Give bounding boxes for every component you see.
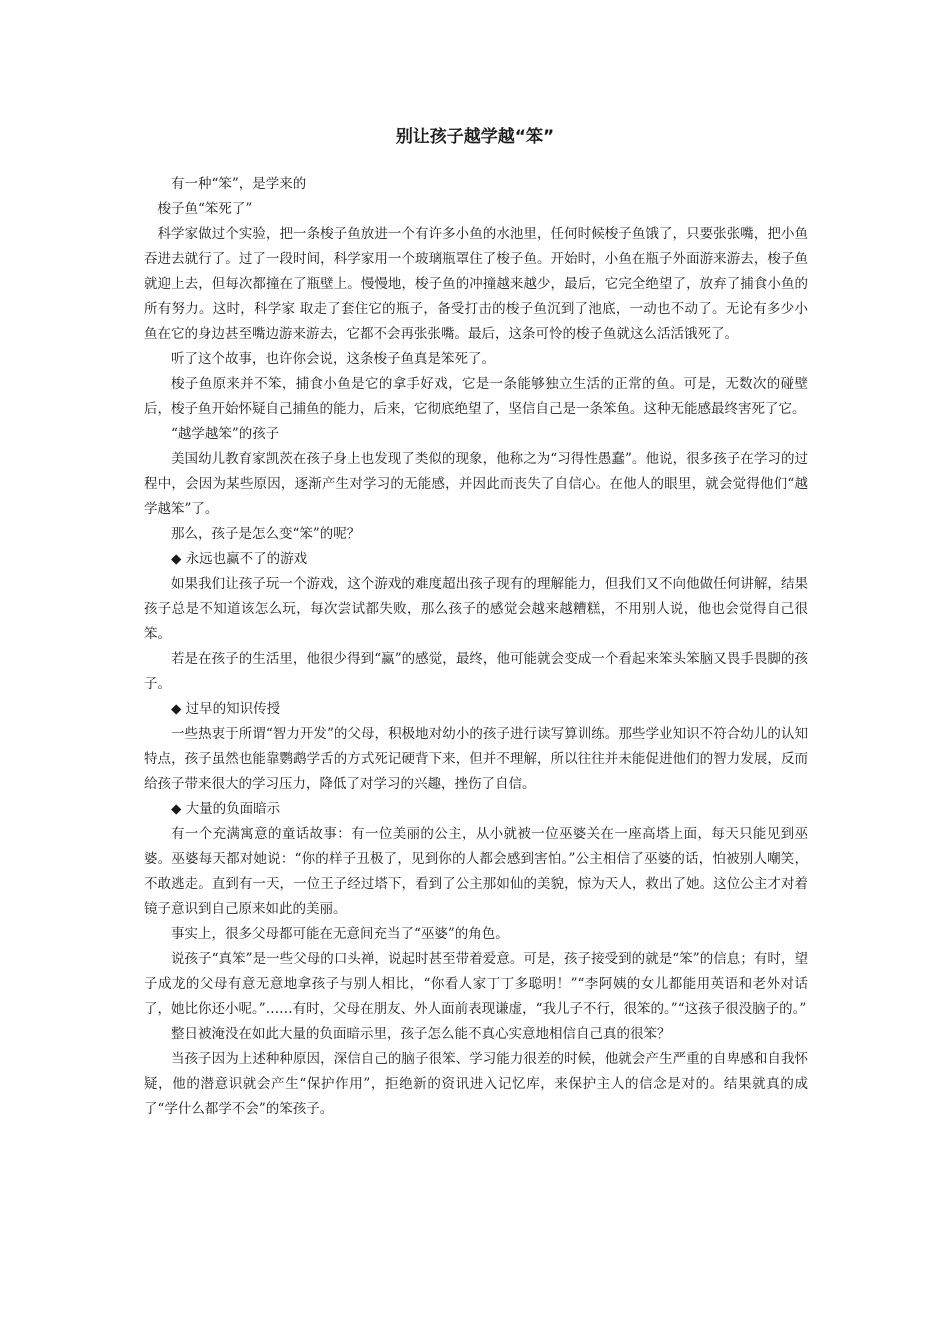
body-paragraph: 听了这个故事，也许你会说，这条梭子鱼真是笨死了。 — [171, 351, 495, 367]
bullet-heading: ◆ 永远也赢不了的游戏 — [171, 551, 308, 567]
document-title: 别让孩子越学越“笨” — [395, 127, 555, 147]
section-heading: 有一种“笨”，是学来的 — [171, 176, 307, 192]
body-paragraph: 当孩子因为上述种种原因，深信自己的脑子很笨、学习能力很差的时候，他就会产生严重的自卑感和自我怀疑，他的潜意识就会产生“保护作用”，拒绝新的资讯进入记忆库，来保护主人的信念是对的。结果就真的成了“学什么都学不会”的笨孩子。 — [144, 1051, 808, 1117]
body-paragraph: 科学家做过个实验，把一条梭子鱼放进一个有许多小鱼的水池里，任何时候梭子鱼饿了，只要张张嘴，把小鱼吞进去就行了。过了一段时间，科学家用一个玻璃瓶罩住了梭子鱼。开始时，小鱼在瓶子外面游来游去，梭子鱼就迎上去，但每次都撞在了瓶壁上。慢慢地，梭子鱼的冲撞越来越少，最后，它完全绝望了，放弃了捕食小鱼的所有努力。这时，科学家 取走了套住它的瓶子，备受打击的梭子鱼沉到了池底，一动也不动了。无论有多少小鱼在它的身边甚至嘴边游来游去，它都不会再张张嘴。最后，这条可怜的梭子鱼就这么活活饿死了。 — [144, 226, 808, 342]
body-paragraph: 事实上，很多父母都可能在无意间充当了“巫婆”的角色。 — [171, 926, 509, 942]
bullet-heading: ◆ 过早的知识传授 — [171, 701, 281, 717]
body-paragraph: 若是在孩子的生活里，他很少得到“赢”的感觉，最终，他可能就会变成一个看起来笨头笨脑又畏手畏脚的孩子。 — [144, 651, 808, 692]
subsection-heading: “越学越笨”的孩子 — [171, 426, 280, 442]
body-paragraph: 美国幼儿教育家凯茨在孩子身上也发现了类似的现象，他称之为“习得性愚蠢”。他说，很多孩子在学习的过程中，会因为某些原因，逐渐产生对学习的无能感，并因此而丧失了自信心。在他人的眼里，就会觉得他们“越学越笨”了。 — [144, 451, 808, 517]
subsection-heading: 梭子鱼“笨死了” — [157, 201, 253, 217]
body-paragraph: 梭子鱼原来并不笨，捕食小鱼是它的拿手好戏，它是一条能够独立生活的正常的鱼。可是，无数次的碰壁后，梭子鱼开始怀疑自己捕鱼的能力，后来，它彻底绝望了，坚信自己是一条笨鱼。这种无能感最终害死了它。 — [144, 376, 808, 417]
body-paragraph: 如果我们让孩子玩一个游戏，这个游戏的难度超出孩子现有的理解能力，但我们又不向他做任何讲解，结果孩子总是不知道该怎么玩，每次尝试都失败，那么孩子的感觉会越来越糟糕，不用别人说，他也会觉得自己很笨。 — [144, 576, 808, 642]
body-paragraph: 说孩子“真笨”是一些父母的口头禅，说起时甚至带着爱意。可是，孩子接受到的就是“笨”的信息；有时，望子成龙的父母有意无意地拿孩子与别人相比，“你看人家丁丁多聪明！”“李阿姨的女儿都能用英语和老外对话了，她比你还小呢。”……有时，父母在朋友、外人面前表现谦虚，“我儿子不行，很笨的。”“这孩子很没脑子的。” — [144, 951, 808, 1017]
bullet-heading: ◆ 大量的负面暗示 — [171, 801, 281, 817]
body-paragraph: 一些热衷于所谓“智力开发”的父母，积极地对幼小的孩子进行读写算训练。那些学业知识不符合幼儿的认知特点，孩子虽然也能靠鹦鹉学舌的方式死记硬背下来，但并不理解，所以往往并未能促进他们的智力发展，反而给孩子带来很大的学习压力，降低了对学习的兴趣，挫伤了自信。 — [144, 726, 808, 792]
body-paragraph: 整日被淹没在如此大量的负面暗示里，孩子怎么能不真心实意地相信自己真的很笨？ — [171, 1026, 671, 1042]
body-paragraph: 那么，孩子是怎么变“笨”的呢？ — [171, 526, 361, 542]
document-body — [144, 172, 808, 1122]
body-paragraph: 有一个充满寓意的童话故事：有一位美丽的公主，从小就被一位巫婆关在一座高塔上面，每天只能见到巫婆。巫婆每天都对她说：“你的样子丑极了，见到你的人都会感到害怕。”公主相信了巫婆的话，怕被别人嘲笑，不敢逃走。直到有一天，一位王子经过塔下，看到了公主那如仙的美貌，惊为天人，救出了她。这位公主才对着镜子意识到自己原来如此的美丽。 — [144, 826, 808, 917]
